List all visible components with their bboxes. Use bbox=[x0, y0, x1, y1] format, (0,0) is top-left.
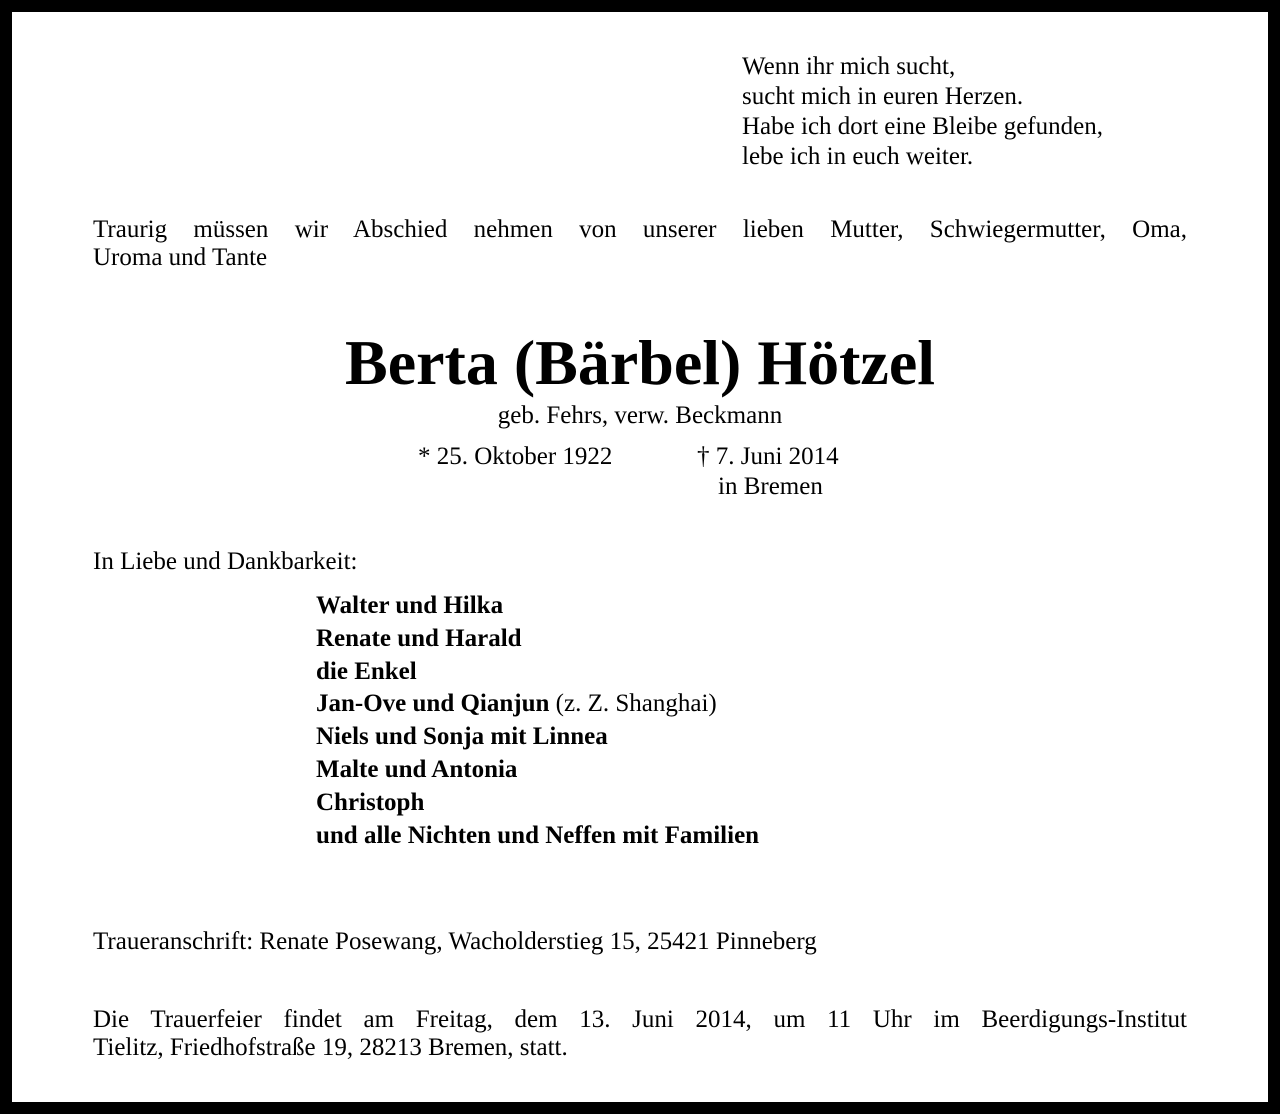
service-line: Tielitz, Friedhofstraße 19, 28213 Bremen, statt. bbox=[93, 1034, 568, 1061]
obituary-notice bbox=[12, 12, 1268, 1102]
deceased-name: Berta (Bärbel) Hötzel bbox=[345, 327, 935, 398]
list-item: und alle Nichten und Neffen mit Familien bbox=[316, 821, 760, 849]
poem-line: sucht mich in euren Herzen. bbox=[742, 83, 1024, 110]
list-item: die Enkel bbox=[316, 657, 417, 685]
list-item: Malte und Antonia bbox=[316, 755, 518, 783]
death-place: in Bremen bbox=[718, 473, 823, 500]
mourner-names: Jan-Ove und Qianjun bbox=[316, 690, 550, 718]
intro-line: Uroma und Tante bbox=[93, 244, 268, 271]
mourners-list bbox=[316, 590, 759, 852]
service-line: Die Trauerfeier findet am Freitag, dem 13. Juni 2014, um 11 Uhr im Beerdigungs-Institut bbox=[93, 1006, 1187, 1033]
mourning-address: Traueranschrift: Renate Posewang, Wacholderstieg 15, 25421 Pinneberg bbox=[93, 928, 817, 955]
intro-line: Traurig müssen wir Abschied nehmen von unserer lieben Mutter, Schwiegermutter, Oma, bbox=[93, 216, 1187, 243]
list-item: Walter und Hilka bbox=[316, 592, 504, 619]
poem bbox=[742, 52, 1103, 172]
funeral-service-info bbox=[93, 1006, 1187, 1062]
poem-line: Habe ich dort eine Bleibe gefunden, bbox=[742, 113, 1103, 140]
birth-date: * 25. Oktober 1922 bbox=[418, 443, 613, 470]
location-note: (z. Z. Shanghai) bbox=[549, 690, 717, 718]
list-item: Renate und Harald bbox=[316, 624, 522, 652]
thanks-heading: In Liebe und Dankbarkeit: bbox=[93, 548, 358, 575]
list-item: Christoph bbox=[316, 788, 425, 816]
poem-line: Wenn ihr mich sucht, bbox=[742, 53, 956, 80]
poem-line: lebe ich in euch weiter. bbox=[742, 143, 974, 170]
maiden-name-note: geb. Fehrs, verw. Beckmann bbox=[497, 402, 783, 429]
intro-text bbox=[93, 216, 1187, 272]
list-item bbox=[316, 688, 759, 721]
death-date: † 7. Juni 2014 bbox=[697, 443, 839, 470]
list-item: Niels und Sonja mit Linnea bbox=[316, 723, 608, 751]
